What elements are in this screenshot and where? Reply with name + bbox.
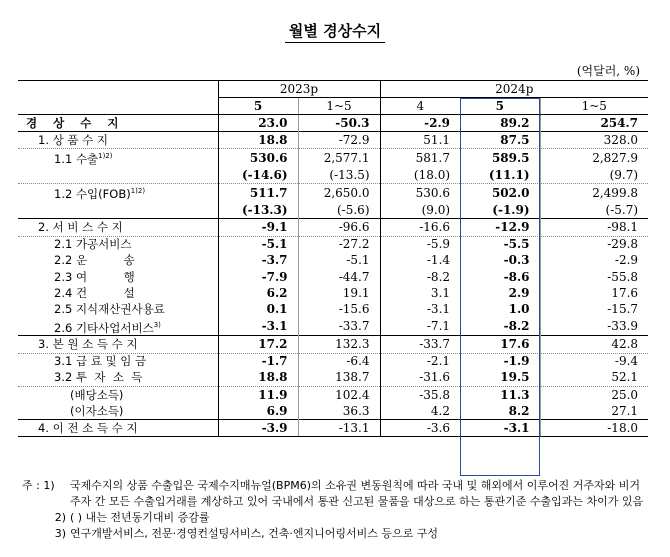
cell-value: 102.4 [298,386,380,403]
header-period: 1~5 [298,98,380,115]
table-row [18,370,648,387]
cell-value: 511.7 [218,184,298,202]
cell-value: 19.1 [298,285,380,301]
footnote-key: 2) [54,511,66,524]
cell-value: (11.1) [488,167,530,182]
cell-value: 0.1 [218,301,298,317]
cell-value: -7.9 [218,269,298,285]
cell-value: -9.4 [540,353,648,370]
table-row [18,336,648,353]
table-row [18,253,648,269]
cell-value: -33.9 [540,318,648,336]
cell-value: 23.0 [218,115,298,132]
cell-value: -15.7 [540,301,648,317]
cell-value: 6.9 [218,403,298,420]
cell-value: 2,577.1 [298,149,380,167]
cell-value: -9.1 [218,219,298,236]
cell-value: -44.7 [298,269,380,285]
footnote-2 [22,510,650,526]
cell-value: (-13.5) [298,167,380,184]
row-label: 4. 이 전 소 득 수 지 [18,420,218,437]
cell-value: 51.1 [380,132,460,149]
cell-value: -2.1 [380,353,460,370]
cell-value: (18.0) [380,167,460,184]
cell-value: 8.2 [508,403,530,418]
cell-value: -72.9 [298,132,380,149]
page-title: 월별 경상수지 [0,20,670,41]
cell-value: 1.0 [508,301,530,316]
cell-value: (-1.9) [492,202,530,217]
cell-value: 17.6 [540,285,648,301]
row-label: 2.6 기타사업서비스$^{3)}$ [54,320,161,335]
cell-value: -13.1 [298,420,380,437]
row-label: 1. 상 품 수 지 [18,132,218,149]
cell-value: 87.5 [460,132,540,149]
row-label [18,202,218,219]
current-account-table [18,80,648,437]
header-corner-2 [18,98,218,115]
cell-value: -8.6 [503,269,530,284]
cell-value: 25.0 [540,386,648,403]
table-row [18,115,648,132]
cell-value: 52.1 [540,370,648,387]
cell-value: 19.5 [500,370,530,385]
header-corner [18,81,218,98]
cell-value: (-5.7) [540,202,648,219]
cell-value: -1.4 [380,253,460,269]
cell-value: -3.1 [460,420,540,437]
cell-value: -5.5 [460,236,540,253]
cell-value: 530.6 [218,149,298,167]
cell-value: -35.8 [380,386,460,403]
table-row [18,386,648,403]
cell-value: -3.7 [218,253,298,269]
cell-value: -3.1 [380,301,460,317]
cell-value: 589.5 [460,149,540,167]
cell-value: -55.8 [540,269,648,285]
row-label: 2.1 가공서비스 [18,236,218,253]
table-row [18,420,648,437]
table-row [18,184,648,202]
cell-value: -8.2 [503,318,530,333]
footnote-text: 국제수지의 상품 수출입은 국제수지매뉴얼(BPM6)의 소유권 변동원칙에 따라 국내 및 해외에서 이루어진 거주자와 비거주자 간 모든 수출입거래를 계상하고 있어 국내에서 통관 신고된 물품을 대상으로 하는 통관기준 수출입과는 차이가 있음 [70,479,644,508]
row-label: 3.2 투 자 소 득 [54,370,143,385]
row-label: 1.1 수출$^{1)2)}$ [18,149,218,167]
table-row [18,236,648,253]
cell-value: -31.6 [380,370,460,387]
cell-value: 328.0 [540,132,648,149]
cell-value: 18.8 [218,132,298,149]
cell-value: 530.6 [380,184,460,202]
cell-value: 3.1 [380,285,460,301]
table-row [18,202,648,219]
cell-value: 138.7 [298,370,380,387]
cell-value: 254.7 [540,115,648,132]
cell-value: -15.6 [298,301,380,317]
cell-value: -50.3 [298,115,380,132]
row-label: 2.4 건 설 [54,285,135,300]
cell-value: -96.6 [298,219,380,236]
header-period: 5 [218,98,298,115]
header-year-2023: 2023p [218,81,380,98]
cell-value: 2,499.8 [540,184,648,202]
footnote-key: 3) [54,527,66,540]
table-row [18,403,648,420]
footnote-1 [22,478,650,510]
cell-value: -6.4 [298,353,380,370]
header-period: 1~5 [540,98,648,115]
header-period: 5 [460,98,540,115]
cell-value: -7.1 [380,318,460,336]
row-label [18,167,218,184]
table-row [18,301,648,317]
cell-value: -18.0 [540,420,648,437]
cell-value: -3.6 [380,420,460,437]
footnote-text: 연구개발서비스, 전문·경영컨설팅서비스, 건축·엔지니어링서비스 등으로 구성 [70,527,439,540]
cell-value: 11.9 [218,386,298,403]
unit-label: (억달러, %) [576,64,640,78]
cell-value: (-14.6) [218,167,298,184]
cell-value: 18.8 [218,370,298,387]
cell-value: -3.9 [218,420,298,437]
table-row [18,318,648,336]
footnote-ref: 3) [153,320,161,329]
cell-value: 11.3 [460,386,540,403]
footnote-ref: 1)2) [98,152,113,161]
cell-value: -0.3 [503,253,530,268]
cell-value: 27.1 [540,403,648,420]
row-label: 3.1 급 료 및 임 금 [18,353,218,370]
cell-value: -5.9 [380,236,460,253]
header-year-2024: 2024p [380,81,648,98]
cell-value: (9.0) [380,202,460,219]
footnote-text: ( ) 내는 전년동기대비 증감률 [70,511,210,524]
row-label: 1.2 수입(FOB)$^{1)2)}$ [18,184,218,202]
cell-value: -2.9 [380,115,460,132]
row-label: (이자소득) [70,403,124,418]
header-period: 4 [380,98,460,115]
cell-value: -5.1 [298,253,380,269]
cell-value: 2.9 [508,285,530,300]
cell-value: 17.2 [218,336,298,353]
cell-value: 89.2 [500,115,530,130]
row-label: (배당소득) [18,386,218,403]
cell-value: (-13.3) [218,202,298,219]
cell-value: -16.6 [380,219,460,236]
table-row [18,285,648,301]
cell-value: 6.2 [218,285,298,301]
cell-value: -2.9 [540,253,648,269]
footnote-ref: 1)2) [130,187,146,196]
cell-value: -12.9 [460,219,540,236]
header-row-periods [18,98,648,115]
cell-value: -1.9 [460,353,540,370]
cell-value: 502.0 [460,184,540,202]
footnotes [22,478,650,542]
row-label: 2. 서 비 스 수 지 [18,219,218,236]
table-row [18,132,648,149]
cell-value: -27.2 [298,236,380,253]
cell-value: (9.7) [540,167,648,184]
cell-value: 132.3 [298,336,380,353]
row-label: 경 상 수 지 [26,115,125,130]
cell-value: 36.3 [298,403,380,420]
table-row [18,353,648,370]
footnote-key: 주 : 1) [22,479,55,492]
table-row [18,149,648,167]
cell-value: -29.8 [540,236,648,253]
cell-value: (-5.6) [298,202,380,219]
cell-value: -1.7 [218,353,298,370]
cell-value: -33.7 [298,318,380,336]
cell-value: 2,827.9 [540,149,648,167]
cell-value: 42.8 [540,336,648,353]
cell-value: -8.2 [380,269,460,285]
cell-value: -3.1 [218,318,298,336]
row-label: 2.2 운 송 [54,253,135,268]
row-label: 2.5 지식재산권사용료 [54,301,165,316]
cell-value: -33.7 [380,336,460,353]
footnote-3 [22,526,650,542]
cell-value: 4.2 [380,403,460,420]
table-row [18,269,648,285]
header-row-years [18,81,648,98]
cell-value: 581.7 [380,149,460,167]
row-label: 2.3 여 행 [54,269,135,284]
table-row [18,219,648,236]
row-label: 3. 본 원 소 득 수 지 [18,336,218,353]
cell-value: -98.1 [540,219,648,236]
table-row [18,167,648,184]
cell-value: -5.1 [218,236,298,253]
cell-value: 2,650.0 [298,184,380,202]
cell-value: 17.6 [460,336,540,353]
